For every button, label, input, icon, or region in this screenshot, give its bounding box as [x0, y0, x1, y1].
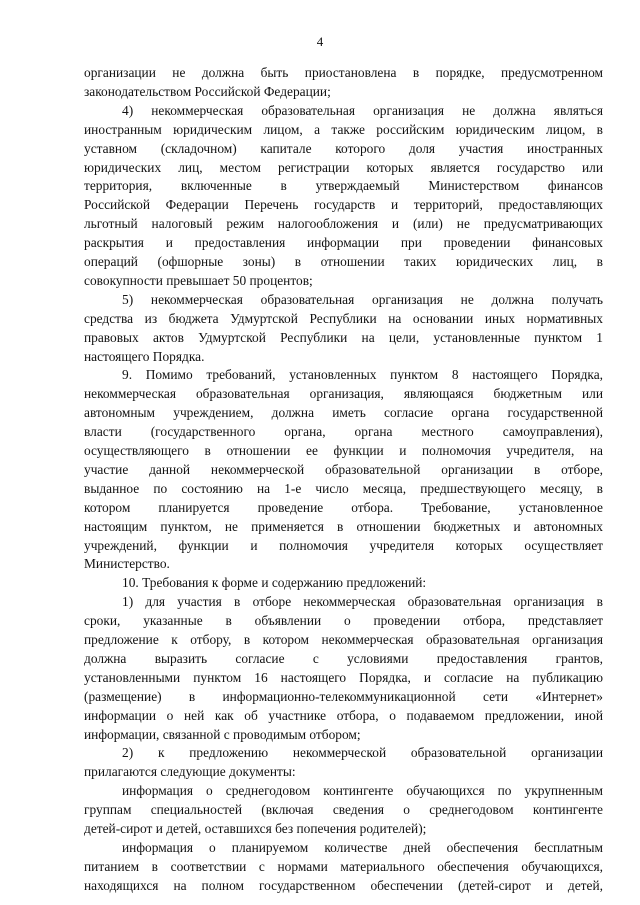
- text-line: 1) для участия в отборе некоммерческая образовательная организация в: [122, 594, 603, 610]
- text-line: средства из бюджета Удмуртской Республики на основании иных нормативных: [84, 310, 603, 326]
- text-line: юридических лиц, местом регистрации которых является государство или: [84, 159, 603, 175]
- text-line: 4) некоммерческая образовательная организация не должна являться: [122, 102, 603, 118]
- text-line: раскрытия и предоставления информации при проведении финансовых: [84, 235, 603, 251]
- text-line: котором планируется проведение отбора. Требование, установленное: [84, 499, 603, 515]
- text-line: должна выразить согласие с условиями предоставления грантов,: [84, 650, 603, 666]
- text-line: организации не должна быть приостановлена в порядке, предусмотренном: [84, 65, 603, 80]
- text-line: иностранным юридическим лицом, а также российским юридическим лицом, в: [84, 121, 603, 137]
- text-line: Российской Федерации Перечень государств и территорий, предоставляющих: [84, 197, 603, 213]
- page-number: 4: [316, 34, 324, 49]
- text-line: учреждений, функции и полномочия учредителя которых осуществляет: [84, 537, 603, 553]
- text-line: осуществляющего в отношении ее функции и полномочия учредителя, на: [84, 443, 603, 458]
- text-line: информации о ней как об участнике отбора, о подаваемом предложении, иной: [84, 707, 603, 723]
- text-line: автономным учреждением, должна иметь согласие органа государственной: [84, 405, 603, 421]
- text-line: настоящим пунктом, не применяется в отношении бюджетных и автономных: [84, 518, 603, 534]
- text-line: правовых актов Удмуртской Республики на цели, установленные пунктом 1: [84, 329, 603, 345]
- text-line: территория, включенные в утверждаемый Министерством финансов: [84, 178, 603, 194]
- text-line: 10. Требования к форме и содержанию предложений:: [122, 575, 427, 591]
- text-line: льготный налоговый режим налогообложения и (или) не предусматривающих: [84, 216, 603, 232]
- text-line: власти (государственного органа, органа местного самоуправления),: [84, 424, 603, 440]
- text-line: установленными пунктом 16 настоящего Порядка, и согласие на публикацию: [84, 669, 603, 685]
- text-line: законодательством Российской Федерации;: [84, 83, 331, 99]
- text-line: совокупности превышает 50 процентов;: [84, 272, 313, 288]
- text-line: настоящего Порядка.: [84, 348, 205, 364]
- text-line: информация о планируемом количестве дней обеспечения бесплатным: [122, 839, 603, 855]
- text-line: питанием в соответствии с нормами материального обеспечения обучающихся,: [84, 858, 603, 874]
- text-line: 5) некоммерческая образовательная организация не должна получать: [122, 291, 603, 307]
- text-line: находящихся на полном государственном обеспечении (детей-сирот и детей,: [84, 877, 603, 893]
- text-line: 2) к предложению некоммерческой образовательной организации: [122, 745, 603, 761]
- text-line: группам специальностей (включая сведения о среднегодовом контингенте: [84, 802, 603, 818]
- text-line: 9. Помимо требований, установленных пунктом 8 настоящего Порядка,: [122, 367, 603, 383]
- text-line: предложение к отбору, в котором некоммерческая образовательная организация: [84, 632, 603, 647]
- text-line: информация о среднегодовом контингенте обучающихся по укрупненным: [122, 783, 603, 799]
- text-line: участие данной некоммерческой образовательной организации в отборе,: [84, 461, 603, 477]
- text-line: некоммерческая образовательная организация, являющаяся бюджетным или: [84, 386, 603, 402]
- text-line: уставном (складочном) капитале которого доля участия иностранных: [84, 140, 603, 156]
- text-line: выданное по состоянию на 1-е число месяца, предшествующего месяцу, в: [84, 480, 603, 496]
- text-line: детей-сирот и детей, оставшихся без попечения родителей);: [84, 821, 427, 836]
- text-line: информации, связанной с проводимым отбором;: [84, 726, 361, 742]
- text-line: операций (офшорные зоны) в отношении таких юридических лиц, в: [84, 254, 603, 269]
- text-line: Министерство.: [84, 556, 170, 572]
- text-line: сроки, указанные в объявлении о проведении отбора, представляет: [84, 613, 603, 629]
- text-line: прилагаются следующие документы:: [84, 764, 296, 780]
- text-line: (размещение) в информационно-телекоммуникационной сети «Интернет»: [84, 688, 603, 704]
